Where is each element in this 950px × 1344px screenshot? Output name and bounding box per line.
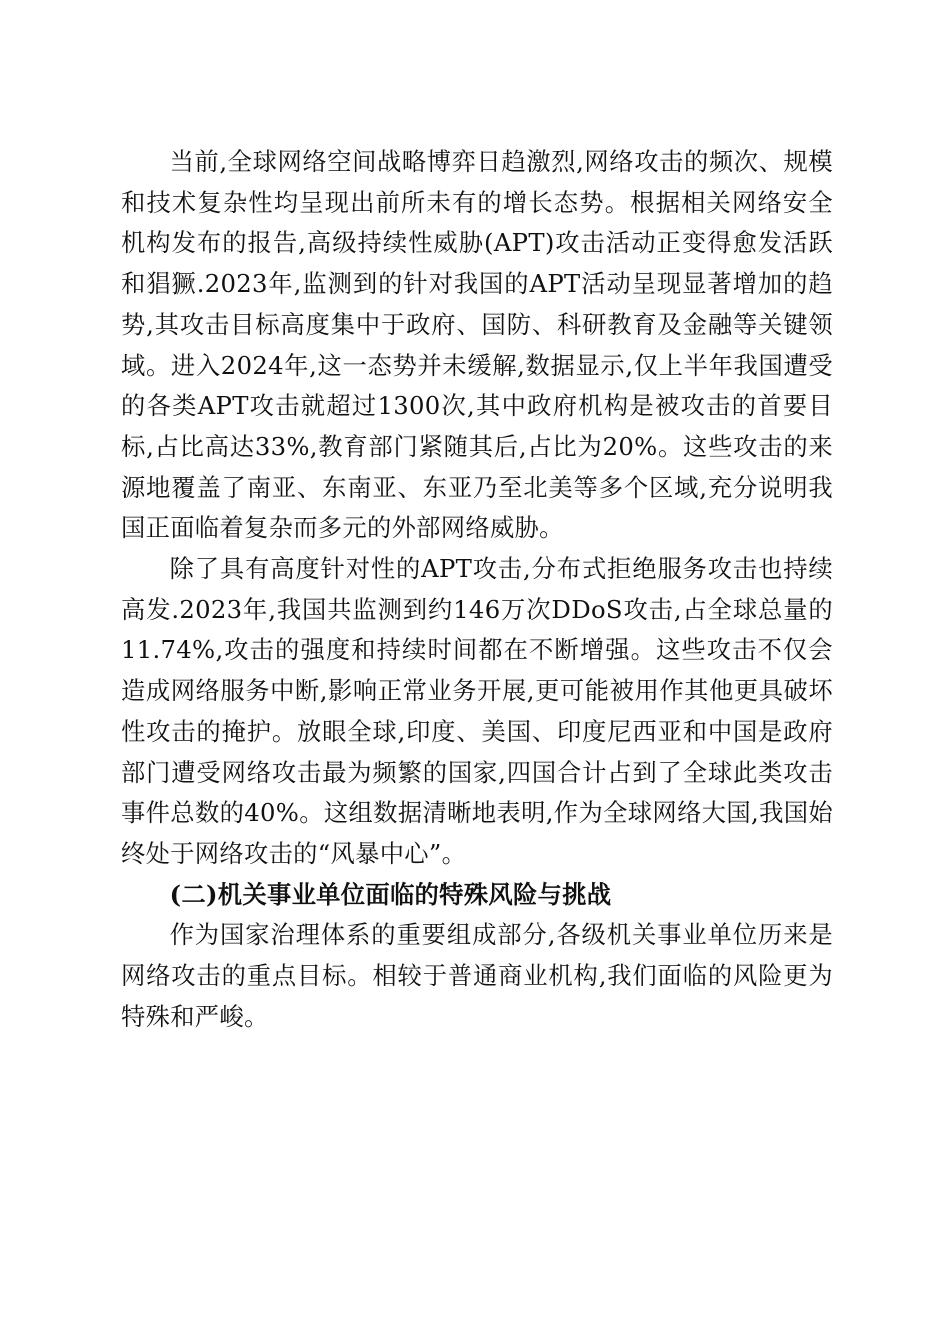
paragraph-ddos-attacks: 除了具有高度针对性的APT攻击,分布式拒绝服务攻击也持续高发.2023年,我国共监测到约146万次DDoS攻击,占全球总量的11.74%,攻击的强度和持续时间都在不断增强。这些攻击不仅会造成网络服务中断,影响正常业务开展,更可能被用作其他更具破坏性攻击的掩护。放眼全球,印度、美国、印度尼西亚和中国是政府部门遭受网络攻击最为频繁的国家,四国合计占到了全球此类攻击事件总数的40%。这组数据清晰地表明,作为全球网络大国,我国始终处于网络攻击的“风暴中心”。 [121,554,833,868]
paragraph-apt-attacks: 当前,全球网络空间战略博弈日趋激烈,网络攻击的频次、规模和技术复杂性均呈现出前所未有的增长态势。根据相关网络安全机构发布的报告,高级持续性威胁(APT)攻击活动正变得愈发活跃和猖獗.2023年,监测到的针对我国的APT活动呈现显著增加的趋势,其攻击目标高度集中于政府、国防、科研教育及金融等关键领域。进入2024年,这一态势并未缓解,数据显示,仅上半年我国遭受的各类APT攻击就超过1300次,其中政府机构是被攻击的首要目标,占比高达33%,教育部门紧随其后,占比为20%。这些攻击的来源地覆盖了南亚、东南亚、东亚乃至北美等多个区域,充分说明我国正面临着复杂而多元的外部网络威胁。 [121,147,833,543]
section-heading-special-risks: (二)机关事业单位面临的特殊风险与挑战 [169,879,612,909]
document-body [121,142,833,1037]
paragraph-institution-risks: 作为国家治理体系的重要组成部分,各级机关事业单位历来是网络攻击的重点目标。相较于普通商业机构,我们面临的风险更为特殊和严峻。 [121,920,833,1031]
